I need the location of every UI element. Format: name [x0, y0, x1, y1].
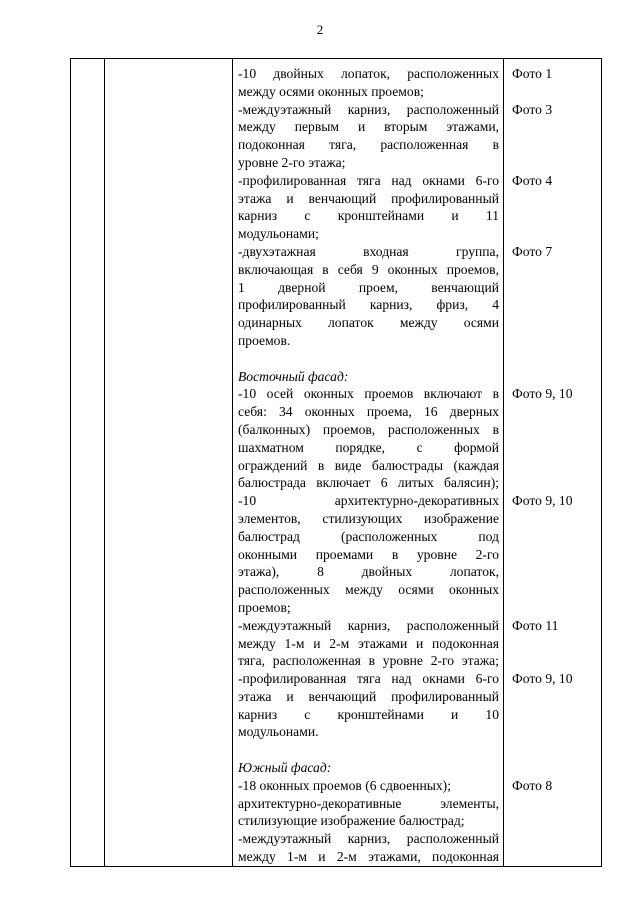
description-line: балюстрад (расположенных под: [238, 528, 499, 544]
blank-line: [512, 279, 597, 297]
photo-reference: Фото 1: [512, 66, 553, 81]
blank-line: [512, 599, 597, 617]
description-line: -междуэтажный карниз, расположенный: [238, 831, 499, 847]
facade-elements-table: [70, 58, 602, 867]
description-line: -профилированная тяга над окнами 6-го: [238, 172, 499, 188]
description-line: расположенных между осями оконных: [238, 582, 499, 598]
blank-line: [512, 421, 597, 439]
photo-reference-cell: [504, 59, 602, 867]
facade-heading: Южный фасад:: [238, 760, 332, 776]
blank-line: [512, 795, 597, 813]
description-line: (балконных) проемов, расположенных в: [238, 421, 499, 437]
description-line: стилизующие изображение балюстрад;: [238, 813, 465, 829]
blank-line: [512, 368, 597, 386]
blank-line: [512, 563, 597, 581]
photo-reference: Фото 11: [512, 617, 559, 633]
blank-line: [512, 706, 597, 724]
description-line: этажа и венчающий профилированный: [238, 688, 499, 704]
description-line: между осями оконных проемов;: [238, 83, 424, 99]
description-line: -двухэтажная входная группа,: [238, 243, 499, 259]
description-line: профилированный карниз, фриз, 4: [238, 297, 499, 313]
facade-heading: Восточный фасад:: [238, 368, 349, 384]
blank-line: [512, 118, 597, 136]
blank-line: [512, 688, 597, 706]
blank-line: [512, 741, 597, 759]
description-line: между 1-м и 2-м этажами, подоконная: [238, 849, 499, 865]
description-line: оконными проемами в уровне 2-го: [238, 546, 499, 562]
blank-line: [512, 528, 597, 546]
description-line: шахматном порядке, с формой: [238, 439, 499, 455]
blank-line: [512, 510, 597, 528]
blank-line: [512, 848, 597, 866]
blank-line: [238, 350, 499, 368]
description-line: модульонами.: [238, 724, 319, 740]
photo-reference: Фото 9, 10: [512, 493, 573, 509]
table-row: [71, 59, 602, 867]
description-line: карниз с кронштейнами и 10: [238, 706, 499, 722]
blank-line: [512, 723, 597, 741]
photo-reference: Фото 9, 10: [512, 671, 573, 687]
photo-reference: Фото 8: [512, 777, 553, 793]
blank-line: [512, 154, 597, 172]
description-line: -10 осей оконных проемов включают в: [238, 386, 499, 402]
description-line: этажа и венчающий профилированный: [238, 190, 499, 206]
description-line: -18 оконных проемов (6 сдвоенных);: [238, 777, 451, 793]
description-line: карниз с кронштейнами и 11: [238, 208, 499, 224]
blank-line: [512, 314, 597, 332]
description-line: одинарных лопаток между осями: [238, 315, 499, 331]
blank-line: [512, 546, 597, 564]
blank-line: [238, 741, 499, 759]
blank-line: [512, 350, 597, 368]
description-line: модульонами;: [238, 226, 319, 242]
blank-line: [512, 474, 597, 492]
description-line: этажа), 8 двойных лопаток,: [238, 564, 499, 580]
blank-line: [512, 812, 597, 830]
blank-line: [512, 332, 597, 350]
blank-line: [512, 652, 597, 670]
description-line: проемов.: [238, 332, 291, 348]
description-line: элементов, стилизующих изображение: [238, 510, 499, 526]
description-line: уровне 2-го этажа;: [238, 154, 346, 170]
blank-line: [512, 635, 597, 653]
description-line: между 1-м и 2-м этажами и подоконная: [238, 635, 499, 651]
description-line: 1 дверной проем, венчающий: [238, 279, 499, 295]
blank-line: [512, 190, 597, 208]
object-name-cell: [105, 59, 233, 867]
description-line: архитектурно-декоративные элементы,: [238, 795, 499, 811]
blank-line: [512, 403, 597, 421]
description-line: себя: 34 оконных проема, 16 дверных: [238, 404, 499, 420]
description-line: -профилированная тяга над окнами 6-го: [238, 671, 499, 687]
blank-line: [512, 759, 597, 777]
description-line: включающая в себя 9 оконных проемов,: [238, 261, 499, 277]
blank-line: [512, 457, 597, 475]
description-line: -10 двойных лопаток, расположенных: [238, 66, 499, 81]
blank-line: [512, 207, 597, 225]
description-line: тяга, расположенная в уровне 2-го этажа;: [238, 653, 499, 669]
number-cell: [71, 59, 105, 867]
page-number: 2: [316, 22, 324, 37]
description-line: проемов;: [238, 599, 291, 615]
blank-line: [512, 830, 597, 848]
blank-line: [512, 296, 597, 314]
blank-line: [512, 225, 597, 243]
blank-line: [512, 261, 597, 279]
photo-reference: Фото 4: [512, 172, 553, 188]
description-line: -10 архитектурно-декоративных: [238, 493, 499, 509]
description-line: между первым и вторым этажами,: [238, 119, 499, 135]
description-line: ограждений в виде балюстрады (каждая: [238, 457, 499, 473]
description-cell: [233, 59, 504, 867]
blank-line: [512, 136, 597, 154]
description-line: -междуэтажный карниз, расположенный: [238, 617, 499, 633]
photo-reference: Фото 3: [512, 101, 553, 117]
description-line: балюстрада включает 6 литых балясин);: [238, 475, 499, 491]
blank-line: [512, 581, 597, 599]
blank-line: [512, 83, 597, 101]
description-line: -междуэтажный карниз, расположенный: [238, 101, 499, 117]
blank-line: [512, 439, 597, 457]
description-line: подоконная тяга, расположенная в: [238, 137, 499, 153]
photo-reference: Фото 9, 10: [512, 386, 573, 402]
photo-reference: Фото 7: [512, 243, 553, 259]
